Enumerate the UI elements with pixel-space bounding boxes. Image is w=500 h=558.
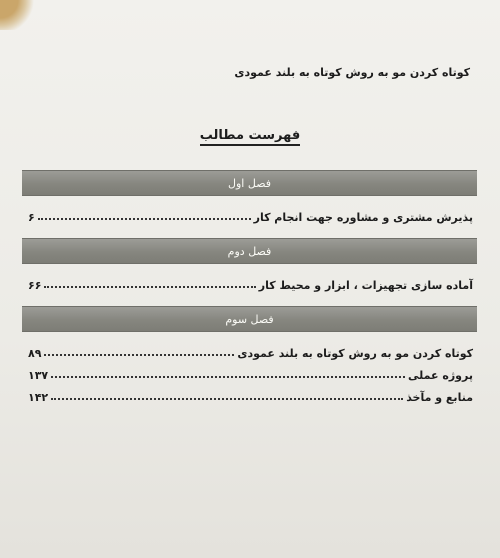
- toc-title-text: فهرست مطالب: [200, 128, 301, 146]
- toc-entry-page: ۱۴۲: [28, 391, 49, 404]
- leader-dots: [44, 354, 234, 356]
- leader-dots: [44, 286, 255, 288]
- leader-dots: [51, 398, 403, 400]
- toc-entry-page: ۱۳۷: [28, 369, 49, 382]
- toc-entry[interactable]: [22, 360, 477, 382]
- toc-title: [0, 128, 500, 143]
- toc-entry-page: ۶: [28, 211, 35, 224]
- toc-entry[interactable]: [22, 270, 477, 292]
- running-header: کوتاه کردن مو به روش کوتاه به بلند عمودی: [234, 66, 470, 79]
- toc-entry-label: کوتاه کردن مو به روش کوتاه به بلند عمودی: [237, 347, 473, 360]
- page-corner-stain: [0, 0, 40, 30]
- toc-entry[interactable]: [22, 382, 477, 404]
- chapter-2-bar: فصل دوم: [22, 238, 477, 264]
- table-of-contents: [22, 170, 477, 404]
- chapter-1-bar: فصل اول: [22, 170, 477, 196]
- toc-entry[interactable]: [22, 202, 477, 224]
- toc-entry-page: ۶۶: [28, 279, 42, 292]
- leader-dots: [38, 218, 251, 220]
- leader-dots: [51, 376, 405, 378]
- toc-entry-label: منابع و مآخذ: [406, 391, 473, 404]
- toc-entry-page: ۸۹: [28, 347, 42, 360]
- toc-entry-label: آماده سازی تجهیزات ، ابزار و محیط کار: [258, 279, 473, 292]
- chapter-3-bar: فصل سوم: [22, 306, 477, 332]
- toc-entry-label: پروژه عملی: [408, 369, 473, 382]
- toc-entry[interactable]: [22, 338, 477, 360]
- toc-entry-label: پذیرش مشتری و مشاوره جهت انجام کار: [253, 211, 473, 224]
